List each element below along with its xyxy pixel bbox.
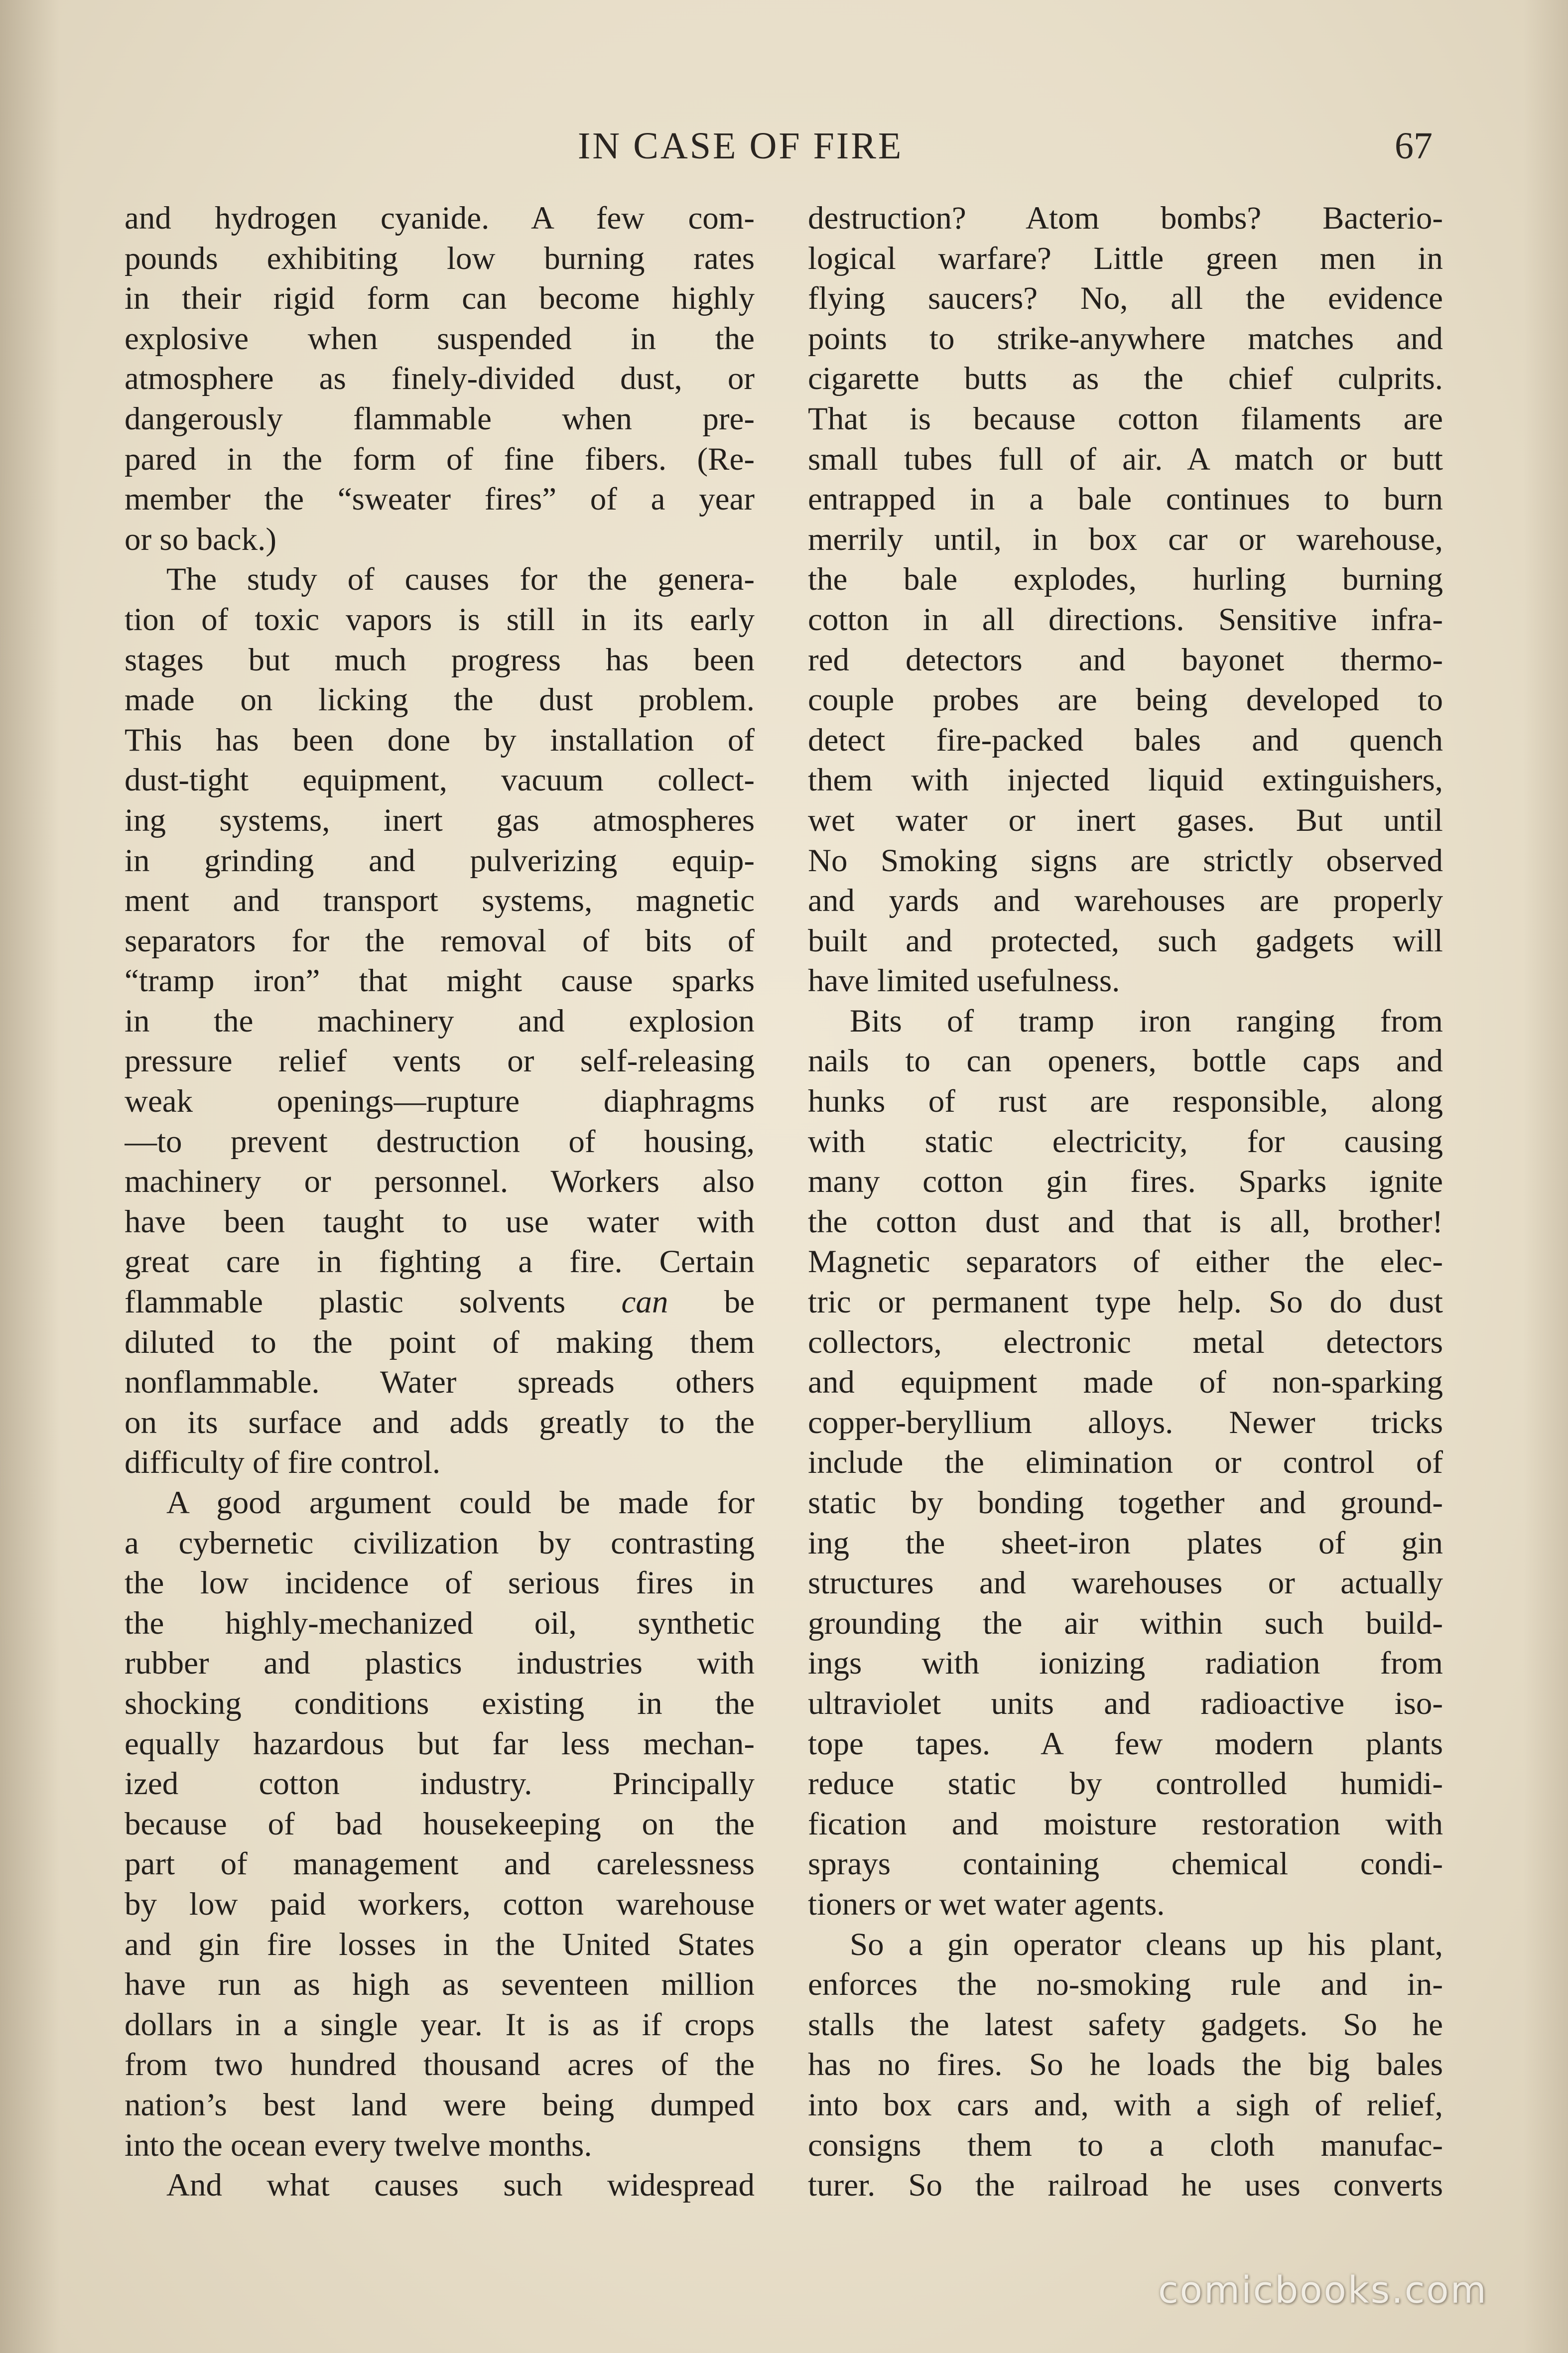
text-line: because of bad housekeeping on the [125, 1806, 755, 1842]
text-line: static by bonding together and ground- [808, 1485, 1443, 1521]
text-line: many cotton gin fires. Sparks ignite [808, 1164, 1443, 1200]
text-line: have run as high as seventeen million [125, 1966, 755, 2003]
watermark-logo: comicbooks.com [1158, 2269, 1488, 2312]
text-line: dust-tight equipment, vacuum collect- [125, 762, 755, 798]
text-line: ultraviolet units and radioactive iso- [808, 1685, 1443, 1721]
right-text-column [808, 198, 1443, 2206]
text-line: pounds exhibiting low burning rates [125, 240, 755, 276]
text-line: the low incidence of serious fires in [125, 1565, 755, 1601]
text-line: into box cars and, with a sigh of relief, [808, 2087, 1443, 2123]
text-line: from two hundred thousand acres of the [125, 2047, 755, 2083]
text-line: tion of toxic vapors is still in its early [125, 601, 755, 638]
text-line: pared in the form of fine fibers. (Re- [125, 441, 755, 477]
text-line: equally hazardous but far less mechan- [125, 1725, 755, 1762]
text-line: them with injected liquid extinguishers, [808, 762, 1443, 798]
text-line: explosive when suspended in the [125, 320, 755, 357]
text-line: entrapped in a bale continues to burn [808, 481, 1443, 518]
text-line: the highly-mechanized oil, synthetic [125, 1605, 755, 1641]
text-line: collectors, electronic metal detectors [808, 1324, 1443, 1360]
text-line: into the ocean every twelve months. [125, 2127, 592, 2163]
text-line: destruction? Atom bombs? Bacterio- [808, 200, 1443, 236]
text-line: or so back.) [125, 521, 277, 557]
text-line: machinery or personnel. Workers also [125, 1164, 755, 1200]
text-line: tric or permanent type help. So do dust [808, 1284, 1443, 1320]
text-line: member the “sweater fires” of a year [125, 481, 755, 518]
text-line: turer. So the railroad he uses converts [808, 2167, 1443, 2204]
text-line: tope tapes. A few modern plants [808, 1725, 1443, 1762]
text-line: separators for the removal of bits of [125, 922, 755, 959]
text-line: great care in fighting a fire. Certain [125, 1244, 755, 1280]
text-line: small tubes full of air. A match or butt [808, 441, 1443, 477]
text-line: tioners or wet water agents. [808, 1886, 1165, 1922]
text-line: ment and transport systems, magnetic [125, 883, 755, 919]
text-line: dollars in a single year. It is as if crops [125, 2006, 755, 2043]
text-line: rubber and plastics industries with [125, 1645, 755, 1682]
text-line: red detectors and bayonet thermo- [808, 642, 1443, 678]
left-text-column [125, 198, 755, 2206]
text-line: logical warfare? Little green men in [808, 240, 1443, 276]
text-line: “tramp iron” that might cause sparks [125, 963, 755, 999]
text-line: in grinding and pulverizing equip- [125, 842, 755, 879]
text-line: enforces the no-smoking rule and in- [808, 1966, 1443, 2003]
text-line: have limited usefulness. [808, 963, 1120, 999]
text-line: with static electricity, for causing [808, 1123, 1443, 1160]
text-line: cigarette butts as the chief culprits. [808, 361, 1443, 397]
text-line: reduce static by controlled humidi- [808, 1766, 1443, 1802]
text-line: points to strike-anywhere matches and [808, 320, 1443, 357]
running-title: IN CASE OF FIRE [578, 125, 904, 167]
text-line: made on licking the dust problem. [125, 682, 755, 718]
text-line: ings with ionizing radiation from [808, 1645, 1443, 1682]
text-line: hunks of rust are responsible, along [808, 1083, 1443, 1120]
text-line: and hydrogen cyanide. A few com- [125, 200, 755, 236]
text-line: the cotton dust and that is all, brother! [808, 1203, 1443, 1240]
text-line: fication and moisture restoration with [808, 1806, 1443, 1842]
text-line: This has been done by installation of [125, 722, 755, 758]
text-line: grounding the air within such build- [808, 1605, 1443, 1641]
text-line: and gin fire losses in the United States [125, 1926, 755, 1962]
text-line: nation’s best land were being dumped [125, 2087, 755, 2123]
text-line: structures and warehouses or actually [808, 1565, 1443, 1601]
text-line: sprays containing chemical condi- [808, 1846, 1443, 1882]
emphasized-word: can [621, 1284, 668, 1320]
text-line: Magnetic separators of either the elec- [808, 1244, 1443, 1280]
text-line: part of management and carelessness [125, 1846, 755, 1882]
text-line: weak openings—rupture diaphragms [125, 1083, 755, 1120]
text-line: and equipment made of non-sparking [808, 1364, 1443, 1401]
text-line: ing systems, inert gas atmospheres [125, 802, 755, 838]
text-line: and yards and warehouses are properly [808, 883, 1443, 919]
text-line: cotton in all directions. Sensitive infra- [808, 601, 1443, 638]
text-line: copper-beryllium alloys. Newer tricks [808, 1404, 1443, 1440]
text-line: ing the sheet-iron plates of gin [808, 1525, 1443, 1561]
text-line: That is because cotton filaments are [808, 400, 1443, 437]
text-line: flammable plastic solvents can be [125, 1284, 755, 1320]
text-line: the bale explodes, hurling burning [808, 561, 1443, 598]
text-line: has no fires. So he loads the big bales [808, 2047, 1443, 2083]
text-line: atmosphere as finely-divided dust, or [125, 361, 755, 397]
text-line: stages but much progress has been [125, 642, 755, 678]
text-line: on its surface and adds greatly to the [125, 1404, 755, 1440]
text-line: ized cotton industry. Principally [125, 1766, 755, 1802]
text-line: pressure relief vents or self-releasing [125, 1043, 755, 1079]
text-line: —to prevent destruction of housing, [125, 1123, 755, 1160]
text-line: And what causes such widespread [166, 2167, 755, 2204]
text-line: flying saucers? No, all the evidence [808, 280, 1443, 317]
text-line: a cybernetic civilization by contrasting [125, 1525, 755, 1561]
text-line: difficulty of fire control. [125, 1444, 441, 1481]
text-line: shocking conditions existing in the [125, 1685, 755, 1721]
text-line: A good argument could be made for [166, 1485, 755, 1521]
text-line: consigns them to a cloth manufac- [808, 2127, 1443, 2163]
text-line: nails to can openers, bottle caps and [808, 1043, 1443, 1079]
text-line: wet water or inert gases. But until [808, 802, 1443, 838]
text-line: stalls the latest safety gadgets. So he [808, 2006, 1443, 2043]
text-line: nonflammable. Water spreads others [125, 1364, 755, 1401]
text-line: have been taught to use water with [125, 1203, 755, 1240]
text-line: include the elimination or control of [808, 1444, 1443, 1481]
text-line: dangerously flammable when pre- [125, 400, 755, 437]
text-line: by low paid workers, cotton warehouse [125, 1886, 755, 1922]
text-line: So a gin operator cleans up his plant, [850, 1926, 1443, 1962]
text-line: diluted to the point of making them [125, 1324, 755, 1360]
text-line: in the machinery and explosion [125, 1003, 755, 1039]
text-line: merrily until, in box car or warehouse, [808, 521, 1443, 557]
text-line: in their rigid form can become highly [125, 280, 755, 317]
text-line: No Smoking signs are strictly observed [808, 842, 1443, 879]
text-line: detect fire-packed bales and quench [808, 722, 1443, 758]
text-line: couple probes are being developed to [808, 682, 1443, 718]
text-line: built and protected, such gadgets will [808, 922, 1443, 959]
text-line: The study of causes for the genera- [166, 561, 755, 598]
text-line: Bits of tramp iron ranging from [850, 1003, 1443, 1039]
page-number: 67 [1395, 125, 1433, 167]
